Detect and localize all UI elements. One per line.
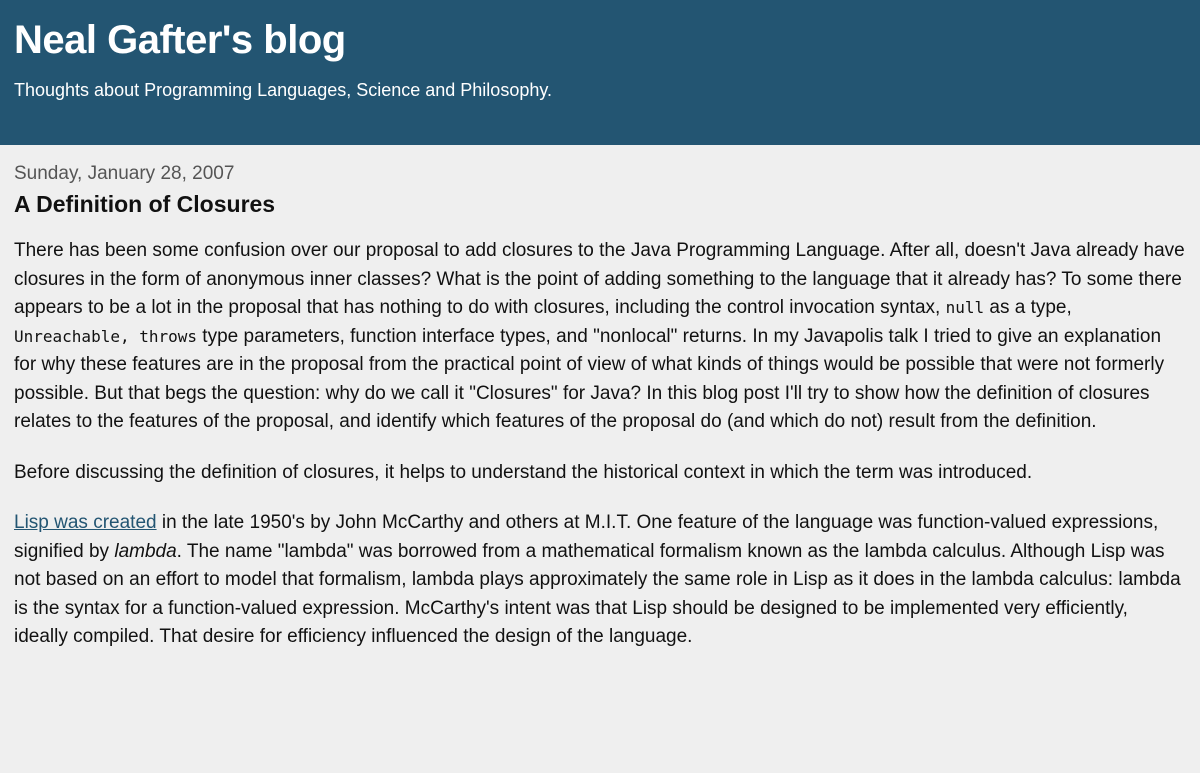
paragraph-3-text-a: in the late 1950's by John McCarthy and others at M.I.T. One feature of the language was function-valued expressions, signified by (14, 512, 1159, 562)
post-title: A Definition of Closures (14, 190, 276, 217)
blog-header (0, 0, 1200, 145)
blog-title: Neal Gafter's blog (14, 18, 346, 62)
inline-code-null: null (945, 298, 985, 318)
blog-description: Thoughts about Programming Languages, Science and Philosophy. (14, 80, 553, 100)
post-date: Sunday, January 28, 2007 (14, 163, 235, 184)
post-paragraph-3 (14, 509, 1186, 652)
post-paragraph-1 (14, 237, 1186, 437)
post-paragraph-2: Before discussing the definition of closures, it helps to understand the historical context in which the term was introduced. (14, 461, 1033, 483)
inline-code-unreachable-throws: Unreachable, throws (14, 326, 198, 346)
post-container (0, 145, 1200, 652)
paragraph-3-text-b: . The name "lambda" was borrowed from a mathematical formalism known as the lambda calculus. Although Lisp was not based on an effort to model that formalism, lambda plays approximately the same role in Lisp as it does in the lambda calculus: lambda is the syntax for a function-valued expression. McCarthy's intent was that Lisp should be designed to be implemented very efficiently, ideally compiled. That desire for efficiency influenced the design of the language. (14, 540, 1181, 648)
paragraph-3-emphasis-lambda: lambda (114, 540, 177, 562)
post-body (14, 237, 1186, 652)
lisp-was-created-link[interactable]: Lisp was created (14, 512, 157, 534)
paragraph-1-text-c: type parameters, function interface types, and "nonlocal" returns. In my Javapolis talk I tried to give an explanation for why these features are in the proposal from the practical point of view of what kinds of things would be possible that were not formerly possible. But that begs the question: why do we call it "Closures" for Java? In this blog post I'll try to show how the definition of closures relates to the features of the proposal, and identify which features of the proposal do (and which do not) result from the definition. (14, 325, 1165, 433)
paragraph-1-text-a: There has been some confusion over our proposal to add closures to the Java Programming Language. After all, doesn't Java already have closures in the form of anonymous inner classes? What is the point of adding something to the language that it already has? To some there appears to be a lot in the proposal that has nothing to do with closures, including the control invocation syntax, (14, 240, 1185, 319)
paragraph-1-text-b: as a type, (984, 297, 1072, 319)
